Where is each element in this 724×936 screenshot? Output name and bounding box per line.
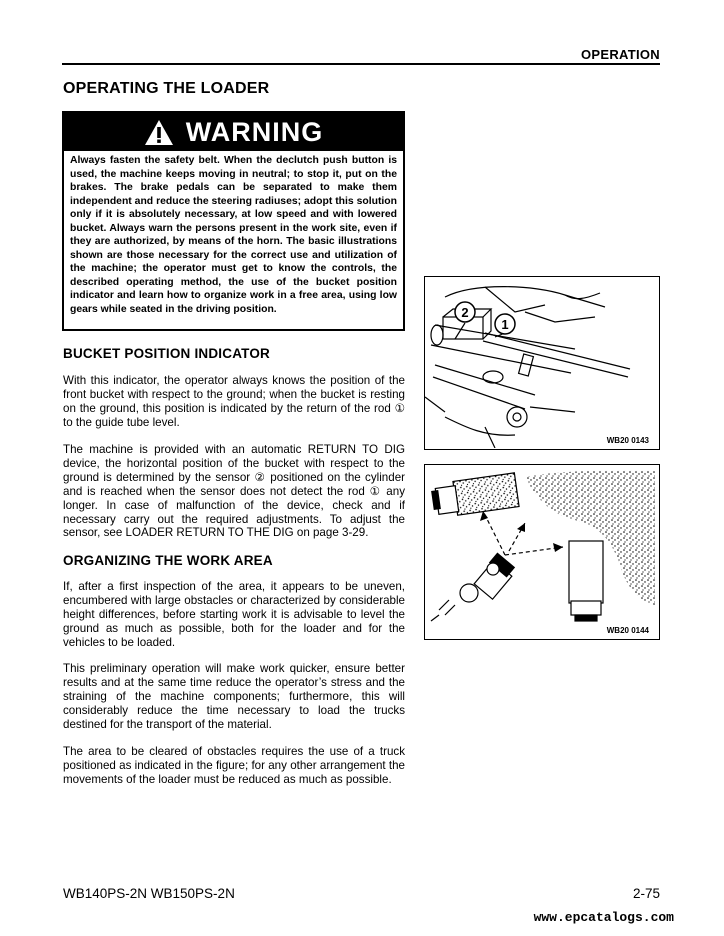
footer-page-number: 2-75 [632,886,660,901]
work-area-paragraph-3: The area to be cleared of obstacles requires the use of a truck positioned as indicated in the figure; for any other arrangement the movements of the loader must be reduced as much as possible. [63,745,405,786]
figure-code: WB20 0144 [606,626,649,635]
work-area-paragraph-1: If, after a first inspection of the area, it appears to be uneven, encumbered with large obstacles or characterized by considerable height differences, before starting work it is advisable to level the ground as much as possible, both for the loader and for the vehicles to be loaded. [63,580,405,649]
bucket-indicator-heading: BUCKET POSITION INDICATOR [63,346,271,361]
bucket-indicator-paragraph-2: The machine is provided with an automatic RETURN TO DIG device, the horizontal position of the bucket with respect to the ground is determined by the sensor ② positioned on the cylinder and is reached when the sensor does not detect the rod ① any longer. In case of malfunction of the device, check and if necessary carry out the required adjustments. To adjust the sensor, see LOADER RETURN TO THE DIG on page 3-29. [63,443,405,540]
section-label: OPERATION [580,47,660,62]
warning-banner [64,113,403,151]
bucket-indicator-illustration [425,277,658,448]
warning-box [62,111,405,331]
page-title: OPERATING THE LOADER [63,80,270,97]
bucket-indicator-paragraph-1: With this indicator, the operator always knows the position of the front bucket with respect to the ground; when the bucket is resting on the ground, this position is indicated by the return of the rod ① to the guide tube level. [63,374,405,429]
work-area-figure [424,464,660,640]
figure-code: WB20 0143 [606,436,649,445]
watermark: www.epcatalogs.com [533,910,674,925]
callout-2: 2 [461,305,469,320]
bucket-indicator-figure [424,276,660,450]
warning-triangle-icon [144,119,174,146]
work-area-paragraph-2: This preliminary operation will make work quicker, ensure better results and at the same time reduce the operator’s stress and the straining of the machine components; furthermore, this will considerably reduce the time necessary to load the trucks destined for the transport of the material. [63,662,405,731]
callout-1: 1 [501,317,509,332]
header-rule [62,63,660,65]
work-area-heading: ORGANIZING THE WORK AREA [63,553,273,568]
work-area-illustration [425,465,658,638]
warning-text: Always fasten the safety belt. When the declutch push button is used, the machine keeps moving in neutral; to stop it, put on the brakes. The brake pedals can be separated to make them independent and reduce the steering radiuses; adopt this solution only if it is absolutely necessary, at low speed and with lowered bucket. Always warn the persons present in the work site, even if they are authorized, by means of the horn. The basic illustrations shown are those necessary for the correct use and utilization of the machine; the operator must get to know the controls, the described operating method, the use of the bucket position indicator and learn how to organize work in a free area, using low gears while seated in the driving position. [70,155,397,315]
warning-label: WARNING [185,116,324,147]
footer-model: WB140PS-2N WB150PS-2N [63,886,235,901]
